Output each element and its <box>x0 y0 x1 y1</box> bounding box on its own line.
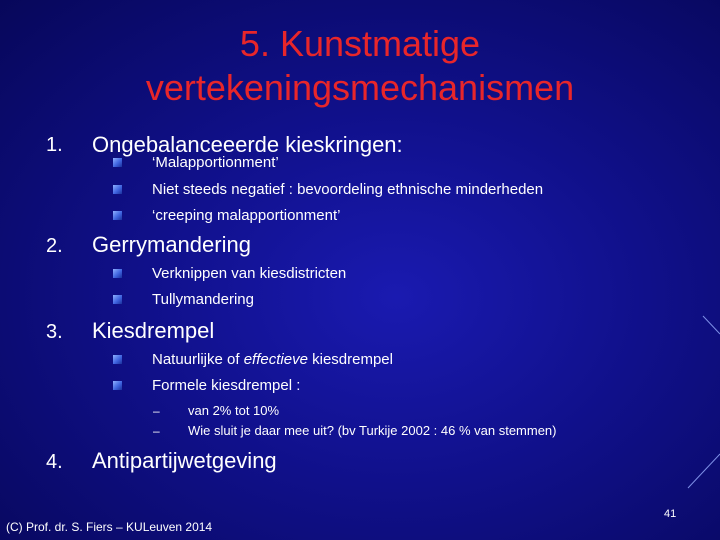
sub-item <box>152 351 393 368</box>
dash-marker: – <box>153 424 160 438</box>
slide-title <box>110 22 610 110</box>
item-heading: Ongebalanceeerde kieskringen: <box>92 132 403 157</box>
bullet-icon <box>113 381 122 390</box>
bullet-icon <box>113 355 122 364</box>
title-line-1: 5. Kunstmatige <box>239 23 481 64</box>
bullet-icon <box>113 295 122 304</box>
bullet-icon <box>113 185 122 194</box>
sub-item-emphasis: effectieve <box>243 351 308 368</box>
item-number: 1. <box>46 134 63 156</box>
dash-marker: – <box>153 404 160 418</box>
bullet-icon <box>113 269 122 278</box>
page-number: 41 <box>664 508 677 520</box>
bullet-icon <box>113 211 122 220</box>
sub-item: Verknippen van kiesdistricten <box>152 265 347 282</box>
sub-item: ‘Malapportionment’ <box>152 154 279 171</box>
item-heading: Gerrymandering <box>92 232 251 257</box>
sub-item: Tullymandering <box>152 291 254 308</box>
sub-item-text: kiesdrempel <box>307 351 393 368</box>
item-number: 3. <box>46 321 63 343</box>
item-number: 2. <box>46 235 63 257</box>
bullet-icon <box>113 158 122 167</box>
sub-item-text: Natuurlijke of <box>152 351 244 368</box>
item-heading: Antipartijwetgeving <box>92 448 277 473</box>
sub-sub-item: van 2% tot 10% <box>188 403 280 418</box>
footer-copyright: (C) Prof. dr. S. Fiers – KULeuven 2014 <box>6 520 213 534</box>
title-line-2: vertekeningsmechanismen <box>145 67 575 108</box>
item-heading: Kiesdrempel <box>92 318 215 343</box>
sub-item: Niet steeds negatief : bevoordeling ethnische minderheden <box>152 181 544 198</box>
sub-sub-item: Wie sluit je daar mee uit? (bv Turkije 2002 : 46 % van stemmen) <box>188 423 557 438</box>
sub-item: ‘creeping malapportionment’ <box>152 207 341 224</box>
item-number: 4. <box>46 451 63 473</box>
sub-item: Formele kiesdrempel : <box>152 377 301 394</box>
